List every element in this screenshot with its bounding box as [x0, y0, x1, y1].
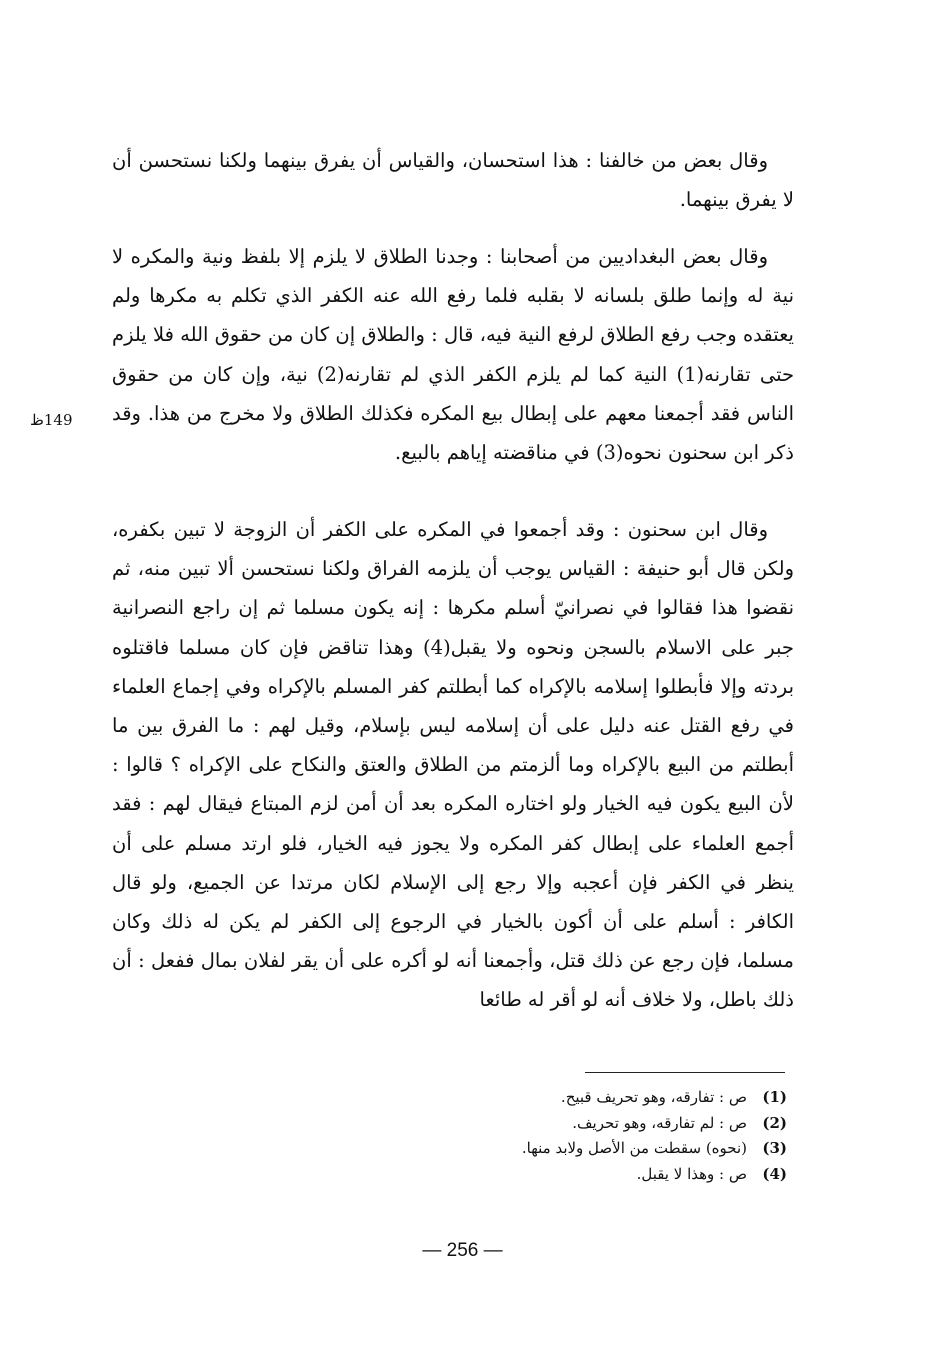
footnote-number: (2): [762, 1113, 787, 1132]
paragraph-text: وقال ابن سحنون : وقد أجمعوا في المكره على الكفر أن الزوجة لا تبين بكفره، ولكن قال أبو حنيفة : القياس يوجب أن يلزمه الفراق ولكنا نستحسن ألا تبين منه، ثم نقضوا هذا فقالوا في نصرانيّ أسلم مكرها : إنه يكون مسلما ثم إن راجع النصرانية جبر على الاسلام بالسجن ونحوه ولا يقبل(4) وهذا تناقض فإن كان مسلما فاقتلوه بردته وإلا فأبطلوا إسلامه بالإكراه كما أبطلتم كفر المسلم بالإكراه وفي إجماع العلماء في رفع القتل عنه دليل على أن إسلامه ليس بإسلام، وقيل لهم : ما الفرق بين ما أبطلتم من البيع بالإكراه وما ألزمتم من الطلاق والعتق والنكاح على الإكراه ؟ قالوا : لأن البيع يكون فيه الخيار ولو اختاره المكره بعد أن أمن لزم المبتاع فيقال لهم : فقد أجمع العلماء على إبطال كفر المكره ولا يجوز فيه الخيار، فلو ارتد مسلم على أن ينظر في الكفر فإن أعجبه وإلا رجع إلى الإسلام لكان مرتدا عن الجميع، ولو قال الكافر : أسلم على أن أكون بالخيار في الرجوع إلى الكفر لم يكن له ذلك وكان مسلما، فإن رجع عن ذلك قتل، وأجمعنا أنه لو أكره على أن يقر لفلان بمال ففعل : أن ذلك باطل، ولا خلاف أنه لو أقر له طائعا: [112, 518, 794, 1012]
footnote-text: ص : تفارقه، وهو تحريف قبيح.: [560, 1088, 747, 1106]
footnote-1: [367, 1085, 787, 1111]
footnote-2: [367, 1111, 787, 1137]
paragraph-text: وقال بعض البغداديين من أصحابنا : وجدنا الطلاق لا يلزم إلا بلفظ ونية والمكره لا نية له وإنما طلق بلسانه لا بقلبه فلما رفع الله عنه الكفر الذي تكلم به مكرها ولم يعتقده وجب رفع الطلاق لرفع النية فيه، قال : والطلاق إن كان من حقوق الله فلا يلزم حتى تقارنه(1) النية كما لم يلزم الكفر الذي لم تقارنه(2) نية، وإن كان من حقوق الناس فقد أجمعنا معهم على إبطال بيع المكره فكذلك الطلاق ولا مخرج من هذا. وقد ذكر ابن سحنون نحوه(3) في مناقضته إياهم بالبيع.: [112, 245, 795, 465]
footnote-4: [367, 1162, 787, 1188]
paragraph-text: وقال بعض من خالفنا : هذا استحسان، والقياس أن يفرق بينهما ولكنا نستحسن أن لا يفرق بينهما.: [112, 149, 794, 212]
page-number: — 256 —: [422, 1240, 503, 1261]
margin-folio-reference: 149ظ: [30, 411, 73, 429]
footnote-number: (4): [762, 1164, 787, 1183]
footnote-number: (3): [762, 1139, 787, 1157]
footnote-text: ص : وهذا لا يقبل.: [636, 1164, 747, 1183]
body-paragraph-1: [112, 141, 794, 219]
footnote-separator: [585, 1072, 785, 1073]
footnotes-list: [367, 1085, 787, 1187]
footnote-text: (نحوه) سقطت من الأصل ولابد منها.: [521, 1139, 747, 1157]
body-paragraph-3: [112, 510, 794, 1020]
footnote-text: ص : لم تفارقه، وهو تحريف.: [572, 1113, 747, 1132]
body-paragraph-2: [112, 237, 794, 472]
footnote-number: (1): [762, 1088, 787, 1106]
footnote-3: [367, 1136, 787, 1162]
